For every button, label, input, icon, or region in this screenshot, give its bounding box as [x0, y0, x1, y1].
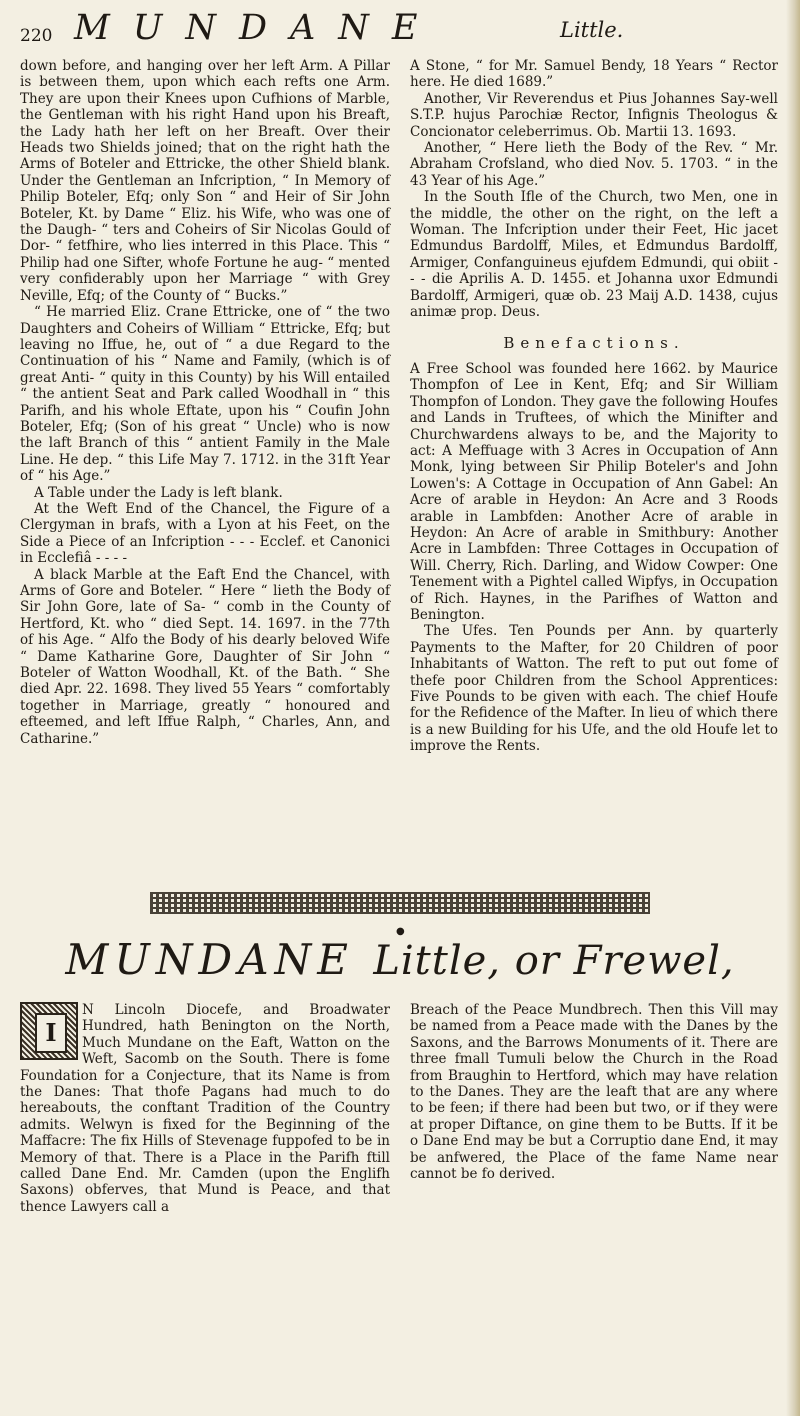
paragraph: The Ufes. Ten Pounds per Ann. by quarterly Payments to the Mafter, for 20 Children of poor Inhabitants of Watton. The reft to put out fome of thefe poor Children from the School Apprentices: Five Pounds to be given with each. The chief Houfe for the Refidence of the Mafter. In lieu of which there is a new Building for his Ufe, and the old Houfe let to improve the Rents. [410, 623, 778, 755]
paragraph: In the South Ifle of the Church, two Men, one in the middle, the other on the right, on the left a Woman. The Infcription under their Feet, Hic jacet Edmundus Bardolff, Miles, et Edmundus Bardolff, Armiger, Confanguineus ejufdem Edmundi, qui obiit - - - die Aprilis A. D. 1455. et Johanna uxor Edmundi Bardolff, Armigeri, quæ ob. 23 Maij A.D. 1438, cujus animæ prop. Deus. [410, 189, 778, 321]
paragraph: down before, and hanging over her left Arm. A Pillar is between them, upon which each refts one Arm. They are upon their Knees upon Cufhions of Marble, the Gentleman with his right Hand upon his Breaft, the Lady hath her left on her Breaft. Over their Heads two Shields joined; that on the right hath the Arms of Boteler and Ettricke, the other Shield blank. Under the Gentleman an Infcription, “ In Memory of Philip Boteler, Efq; only Son “ and Heir of Sir John Boteler, Kt. by Dame “ Eliz. his Wife, who was one of the Daugh- “ ters and Coheirs of Sir Nicolas Gould of Dor- “ fetfhire, who lies interred in this Place. This “ Philip had one Sifter, whofe Fortune he aug- “ mented very confiderably upon her Marriage “ with Grey Neville, Efq; of the County of “ Bucks.” [20, 58, 390, 304]
paragraph: Another, Vir Reverendus et Pius Johannes Say-well S.T.P. hujus Parochiæ Rector, Infignis Theologus & Concionator celeberrimus. Ob. Martii 13. 1693. [410, 90, 778, 140]
benefactions-heading: Benefactions. [503, 333, 685, 352]
page-header [20, 10, 780, 50]
ornamental-border [150, 892, 650, 914]
paragraph: “ He married Eliz. Crane Ettricke, one of “ the two Daughters and Coheirs of William “ Ettricke, Efq; but leaving no Iffue, he, out of “ a due Regard to the Continuation of his “ Name and Family, (which is of great Anti- “ quity in this County) by his Will entailed “ the antient Seat and Park called Woodhall in “ this Parifh, and his whole Eftate, upon his “ Coufin John Boteler, Efq; (Son of his great “ Uncle) who is now the laft Branch of this “ antient Family in the Male Line. He dep. “ this Life May 7. 1712. in the 31ft Year of “ his Age.” [20, 304, 390, 485]
paragraph: A Free School was founded here 1662. by Maurice Thompfon of Lee in Kent, Efq; and Sir William Thompfon of London. They gave the following Houfes and Lands in Truftees, of which the Minifter and Churchwardens always to be, and the Majority to act: A Meffuage with 3 Acres in Occupation of Ann Monk, lying between Sir Philip Boteler's and John Lowen's: A Cottage in Occupation of Ann Gabel: An Acre of arable in Heydon: An Acre and 3 Roods arable in Lambfden: Another Acre of arable in Heydon: An Acre of arable in Smithbury: Another Acre in Lambfden: Three Cottages in Occupation of Will. Cherry, Rich. Darling, and Widow Cowper: One Tenement with a Pightel called Wipfys, in Occupation of Rich. Haynes, in the Parifhes of Watton and Benington. [410, 360, 778, 623]
running-title: MUNDANE [74, 8, 441, 48]
decorated-initial-letter: I [35, 1013, 67, 1053]
page-edge [786, 0, 800, 1416]
paragraph: A Stone, “ for Mr. Samuel Bendy, 18 Years “ Rector here. He died 1689.” [410, 58, 778, 91]
ornament-dot-icon: ● [396, 926, 405, 937]
section-title [0, 935, 800, 984]
paragraph: Another, “ Here lieth the Body of the Rev. “ Mr. Abraham Crofsland, who died Nov. 5. 1703. “ in the 43 Year of his Age.” [410, 140, 778, 189]
paragraph: Breach of the Peace Mundbrech. Then this Vill may be named from a Peace made with the Danes by the Saxons, and the Barrows Monuments of it. There are three fmall Tumuli below the Church in the Road from Braughin to Hertford, which may have relation to the Danes. They are the leaft that are any where to be feen; if there had been but two, or if they were at proper Diftance, on gine them to be Butts. If it be o Dane End may be but a Corruptio dane End, it may be anfwered, the Place of the fame Name near cannot be fo derived. [410, 1002, 778, 1183]
left-column-top [20, 58, 390, 747]
section-title-rest: Little, or Frewel, [373, 938, 735, 984]
running-subtitle: Little. [560, 18, 624, 42]
section-title-main: MUNDANE [65, 935, 354, 984]
page-number: 220 [20, 26, 53, 46]
decorated-initial [20, 1002, 78, 1060]
paragraph: N Lincoln Diocefe, and Broadwater Hundred, hath Benington on the North, Much Mundane on the Eaft, Watton on the Weft, Sacomb on the South. There is fome Foundation for a Conjecture, that its Name is from the Danes: That thofe Pagans had much to do hereabouts, the conftant Tradition of the Country admits. Welwyn is fixed for the Beginning of the Maffacre: The fix Hills of Stevenage fuppofed to be in Memory of that. There is a Place in the Parifh ftill called Dane End. Mr. Camden (upon the Englifh Saxons) obferves, that Mund is Peace, and that thence Lawyers call a [20, 1002, 390, 1215]
paragraph: At the Weft End of the Chancel, the Figure of a Clergyman in brafs, with a Lyon at his Feet, on the Side a Piece of an Infcription - - - Ecclef. et Canonici in Ecclefiâ - - - - [20, 500, 390, 567]
left-column-bottom [20, 1002, 390, 1215]
right-column-bottom [410, 1002, 778, 1182]
right-column-top [410, 58, 778, 755]
paragraph: A black Marble at the Eaft End the Chancel, with Arms of Gore and Boteler. “ Here “ lieth the Body of Sir John Gore, late of Sa- “ comb in the County of Hertford, Kt. who “ died Sept. 14. 1697. in the 77th of his Age. “ Alfo the Body of his dearly beloved Wife “ Dame Katharine Gore, Daughter of Sir John “ Boteler of Watton Woodhall, Kt. of the Bath. “ She died Apr. 22. 1698. They lived 55 Years “ comfortably together in Marriage, greatly “ honoured and efteemed, and left Iffue Ralph, “ Charles, Ann, and Catharine.” [20, 566, 390, 747]
paragraph: A Table under the Lady is left blank. [34, 484, 283, 501]
